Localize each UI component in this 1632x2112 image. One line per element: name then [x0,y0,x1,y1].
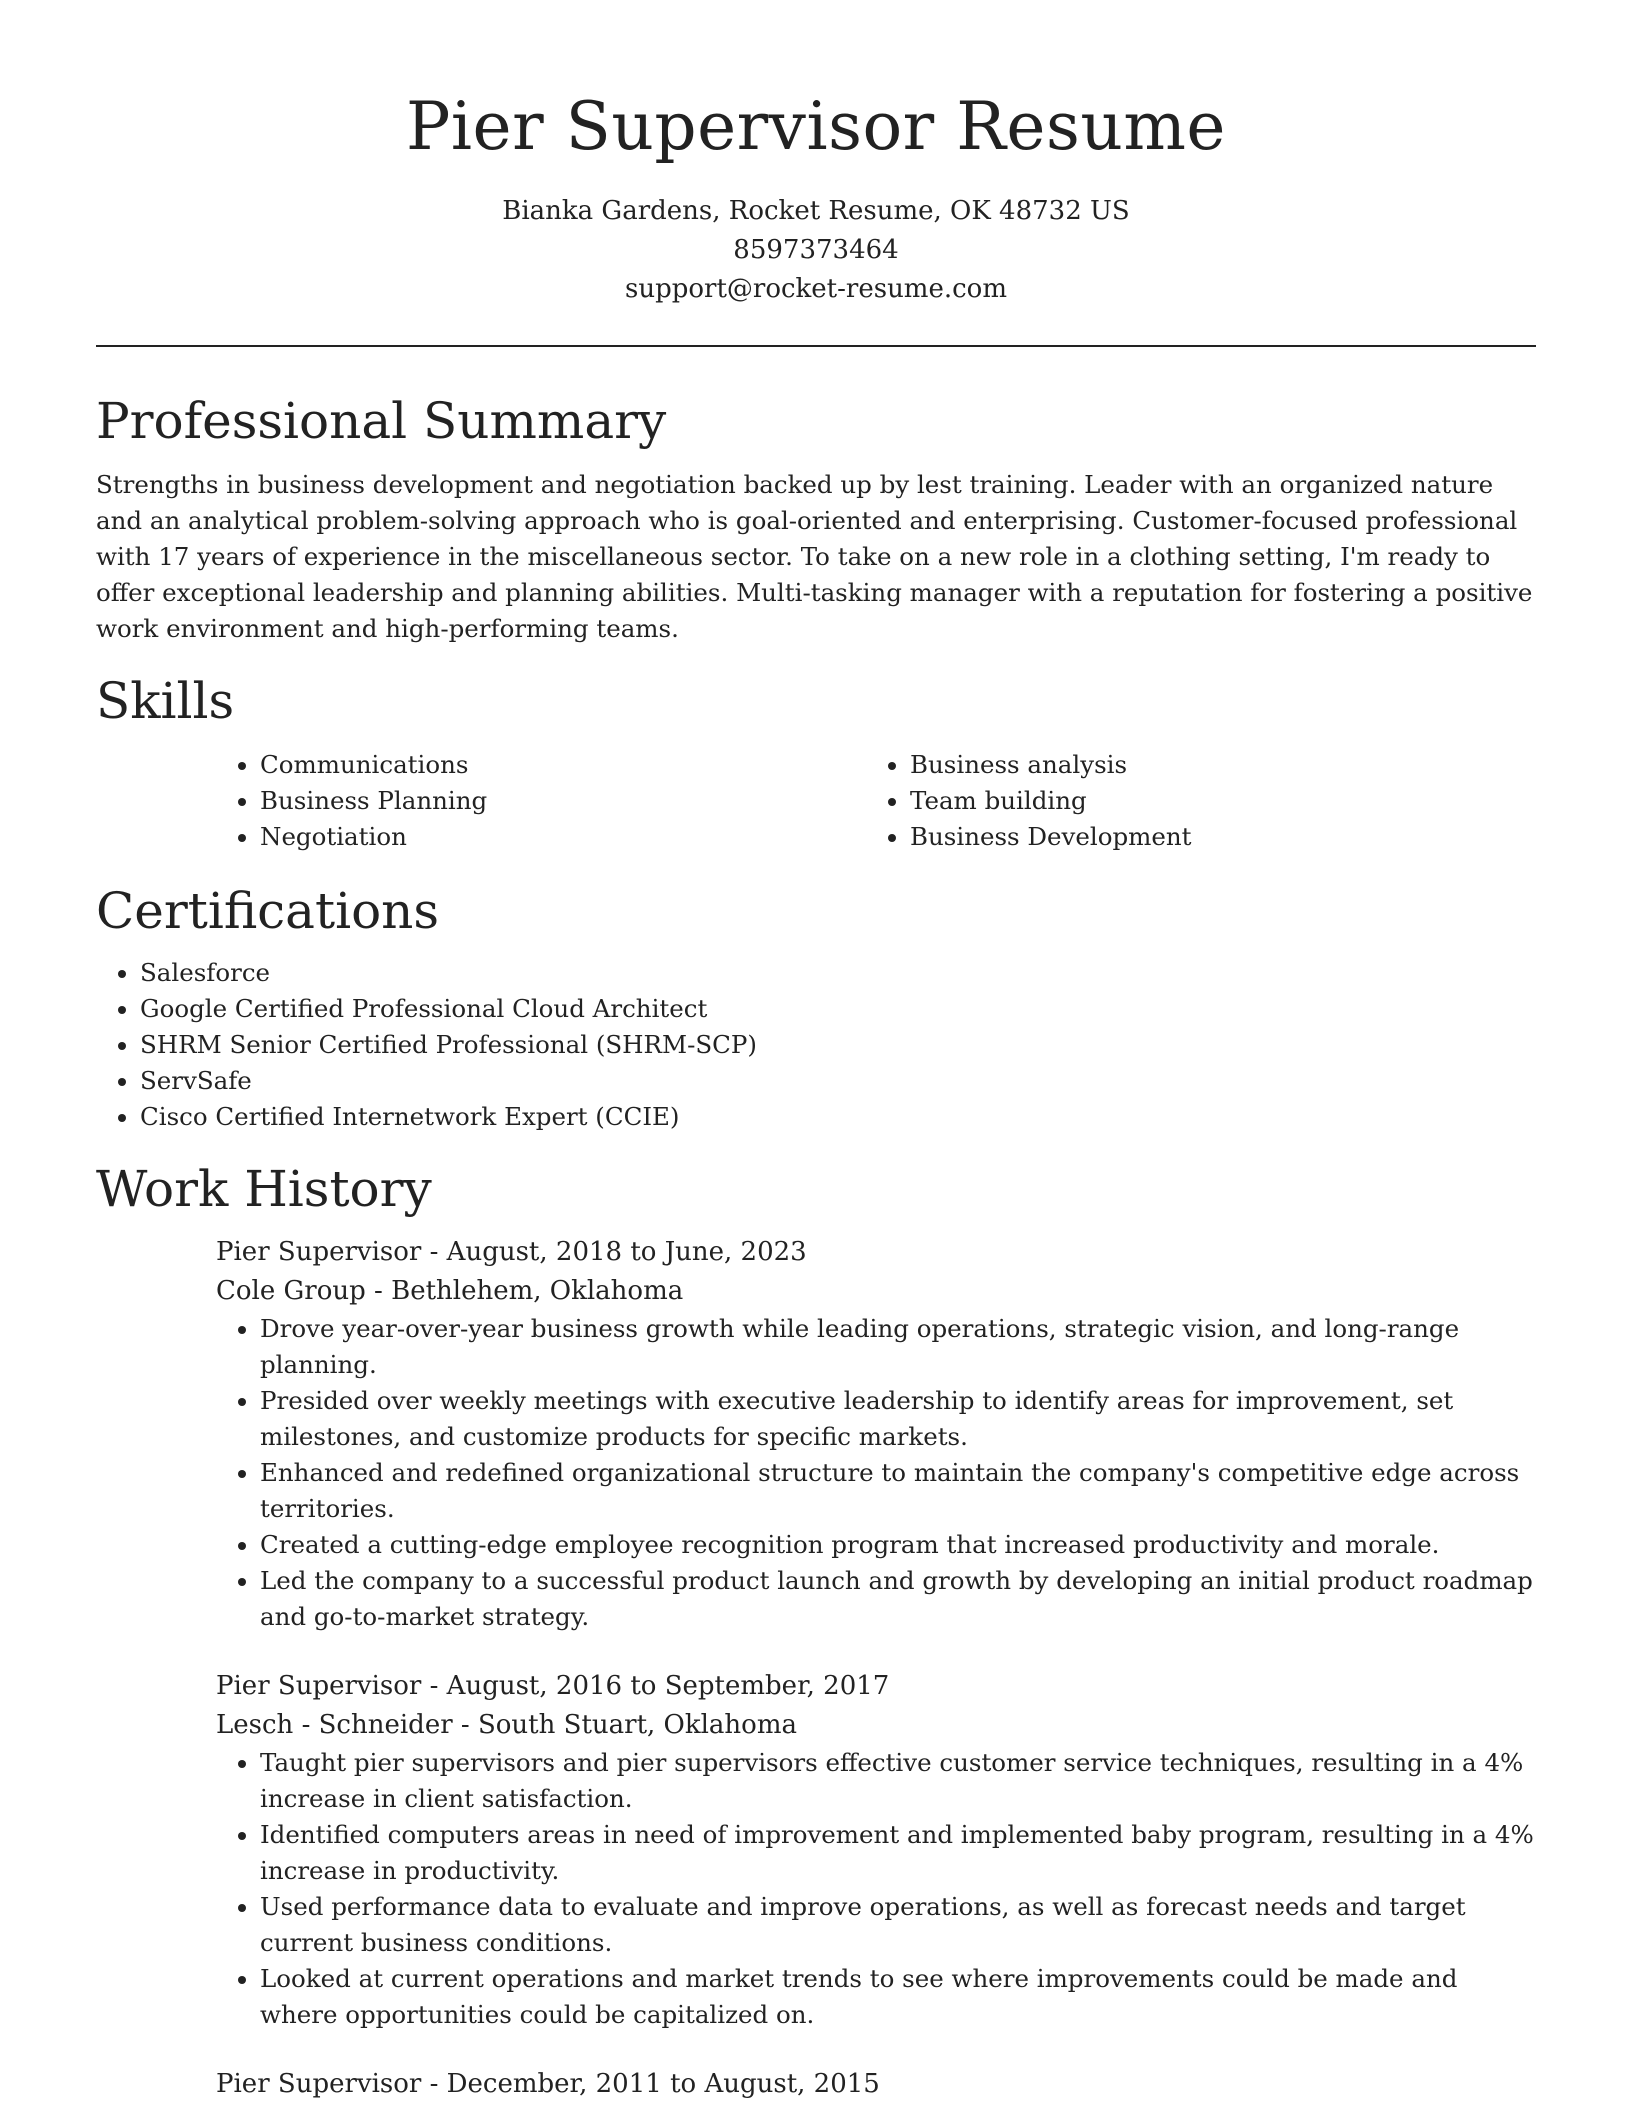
certification-item: • Cisco Certified Internetwork Expert (CCIE) [140,1099,1536,1135]
skill-item: • Business analysis [910,747,1516,783]
job-company-line: Cole Group - Bethlehem, Oklahoma [216,1276,684,1306]
job-title: Pier Supervisor [216,1671,422,1701]
job-location: South Stuart, Oklahoma [477,1710,797,1740]
job-bullet: • Taught pier supervisors and pier supervisors effective customer service techniques, resulting in a 4% increase in client satisfaction. [260,1745,1536,1817]
job-bullet: • Presided over weekly meetings with executive leadership to identify areas for improvement, set milestones, and customize products for specific markets. [260,1383,1536,1455]
job-company: Lesch - Schneider [216,1710,453,1740]
job-entry [216,2065,1536,2104]
skill-item: • Communications [260,747,866,783]
job-dates: August, 2018 to June, 2023 [446,1237,807,1267]
job-company: Cole Group [216,1276,366,1306]
skill-item: • Business Planning [260,783,866,819]
job-title-line: Pier Supervisor - August, 2018 to June, 2023 [216,1237,807,1267]
job-title-line: Pier Supervisor - August, 2016 to September, 2017 [216,1671,890,1701]
certification-item: • ServSafe [140,1063,1536,1099]
job-bullets [216,1311,1536,1635]
job-dates: August, 2016 to September, 2017 [446,1671,890,1701]
job-bullets [216,1745,1536,2033]
job-title-line: Pier Supervisor - December, 2011 to August, 2015 [216,2069,880,2099]
skills-grid [216,747,1536,855]
skill-item: • Business Development [910,819,1516,855]
skills-column-left [216,747,866,855]
job-entry [216,1667,1536,2033]
phone-text: 8597373464 [733,235,899,265]
job-location: Bethlehem, Oklahoma [391,1276,684,1306]
skills-section [96,669,1536,855]
job-bullet: • Used performance data to evaluate and improve operations, as well as forecast needs and target current business conditions. [260,1889,1536,1961]
job-bullet: • Drove year-over-year business growth while leading operations, strategic vision, and long-range planning. [260,1311,1536,1383]
certifications-list [96,955,1536,1135]
page-title: Pier Supervisor Resume [406,88,1226,165]
certification-item: • Salesforce [140,955,1536,991]
resume-header [96,0,1536,309]
job-dates: December, 2011 to August, 2015 [446,2069,880,2099]
job-bullet: • Identified computers areas in need of improvement and implemented baby program, resulting in a 4% increase in productivity. [260,1817,1536,1889]
work-history-heading: Work History [96,1160,432,1218]
job-title: Pier Supervisor [216,2069,422,2099]
certification-item: • Google Certified Professional Cloud Architect [140,991,1536,1027]
summary-text: Strengths in business development and negotiation backed up by lest training. Leader with an organized nature and an analytical problem-solving approach who is goal-oriented and enterprising. Customer-focused professional with 17 years of experience in the miscellaneous sector. To take on a new role in a clothing setting, I'm ready to offer exceptional leadership and planning abilities. Multi-tasking manager with a reputation for fostering a positive work environment and high-performing teams. [96,470,1533,643]
job-bullet: • Looked at current operations and market trends to see where improvements could be made and where opportunities could be capitalized on. [260,1961,1536,2033]
certifications-heading: Certifications [96,882,440,940]
header-divider [96,345,1536,347]
summary-heading: Professional Summary [96,392,667,450]
job-title: Pier Supervisor [216,1237,422,1267]
resume-page [96,0,1536,2104]
skill-item: • Team building [910,783,1516,819]
job-bullet: • Led the company to a successful product launch and growth by developing an initial product roadmap and go-to-market strategy. [260,1563,1536,1635]
skills-column-right [866,747,1516,855]
address-text: Bianka Gardens, Rocket Resume, OK 48732 US [502,196,1130,226]
certification-item: • SHRM Senior Certified Professional (SHRM-SCP) [140,1027,1536,1063]
certifications-section [96,879,1536,1135]
job-bullet: • Enhanced and redefined organizational structure to maintain the company's competitive edge across territories. [260,1455,1536,1527]
skills-heading: Skills [96,672,235,730]
job-company-line: Lesch - Schneider - South Stuart, Oklahoma [216,1710,797,1740]
skill-item: • Negotiation [260,819,866,855]
email-text: support@rocket-resume.com [624,274,1007,304]
summary-section [96,389,1536,647]
work-history-section [96,1157,1536,2104]
job-entry [216,1233,1536,1635]
job-bullet: • Created a cutting-edge employee recognition program that increased productivity and morale. [260,1527,1536,1563]
